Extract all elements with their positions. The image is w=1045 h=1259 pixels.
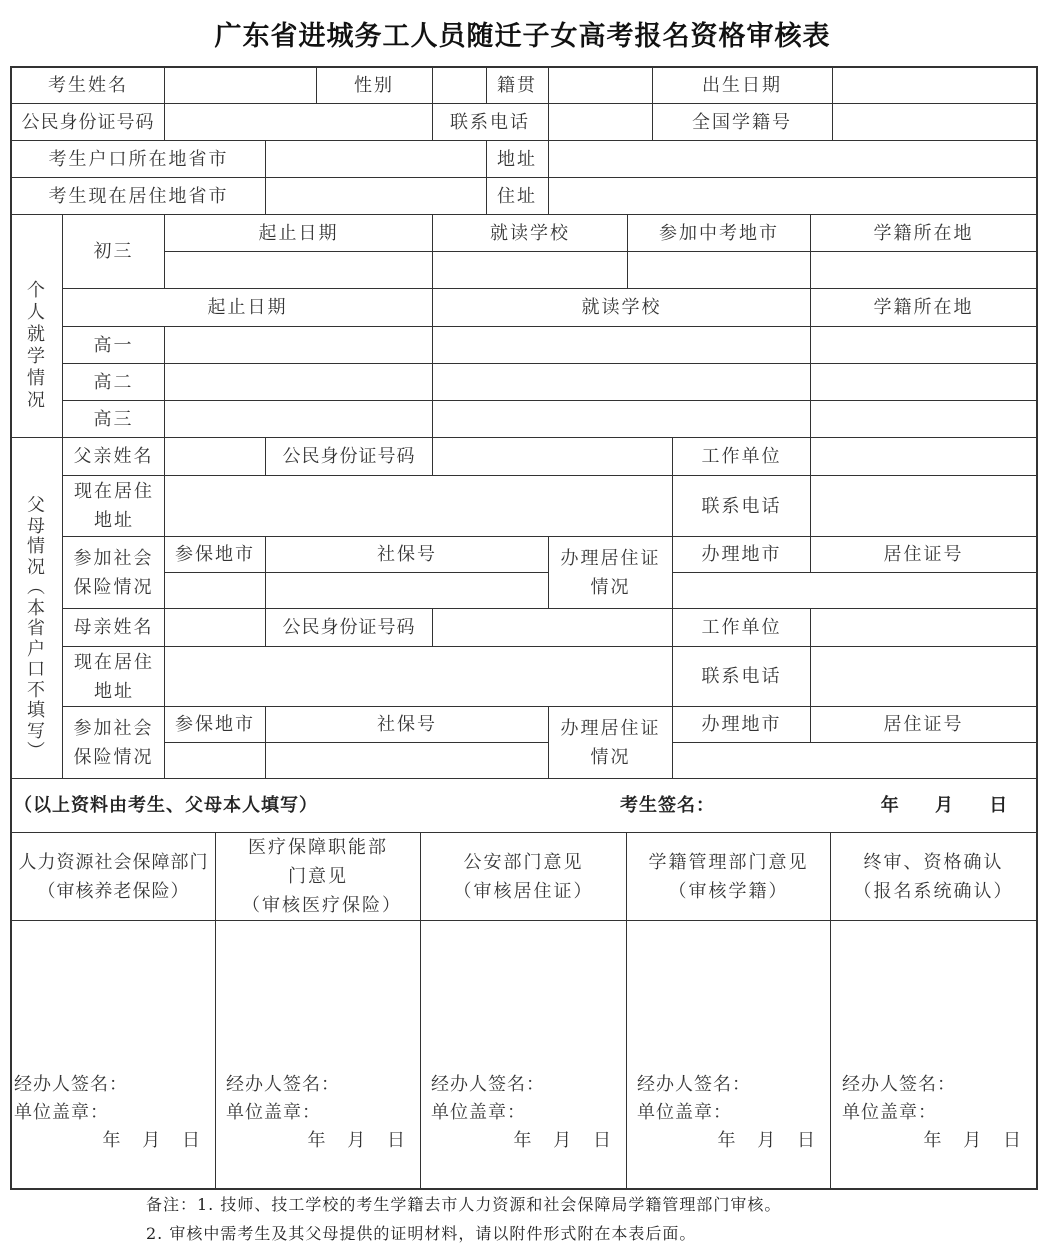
section-label-char: 父	[27, 495, 45, 516]
label-gender: 性别	[354, 74, 394, 96]
label-father-employer: 工作单位	[701, 446, 782, 467]
footnote-2: 2. 审核中需考生及其父母提供的证明材料，请以附件形式附在本表后面。	[146, 1224, 697, 1243]
label-grade-10: 高一	[93, 334, 134, 356]
label-father-ss-number: 社保号	[377, 544, 437, 565]
handler-signature-label: 经办人签名：	[14, 1074, 128, 1095]
label-name: 考生姓名	[48, 74, 128, 96]
signoff-date: 年 月 日	[102, 1130, 201, 1151]
label-residence-province: 考生现在居住地省市	[48, 185, 229, 207]
label-mother-employer: 工作单位	[701, 617, 782, 638]
label-id-number: 公民身份证号码	[21, 111, 155, 133]
rule	[62, 608, 1037, 609]
review-dept-police	[421, 833, 626, 920]
label-father-insurance: 参加社会保险情况	[73, 547, 154, 598]
section-label-char: 填	[27, 700, 45, 721]
rule	[164, 572, 548, 573]
review-signoff	[14, 1071, 213, 1155]
review-signoff	[637, 1071, 828, 1155]
label-mother-insure-city: 参保地市	[175, 714, 255, 735]
label-mother-permit: 办理居住证情况	[560, 717, 661, 768]
label-mother-address: 现在居住地址	[74, 651, 154, 702]
rule	[62, 363, 1037, 364]
label-registry: 学籍所在地	[873, 222, 974, 244]
label-residence-address: 住址	[497, 185, 537, 207]
unit-stamp-label: 单位盖章：	[842, 1102, 937, 1123]
section-label-char: 况	[27, 390, 45, 411]
rule	[62, 475, 1037, 476]
student-signature-label: 考生签名：	[620, 795, 715, 816]
unit-stamp-label: 单位盖章：	[431, 1102, 526, 1123]
label-native-place: 籍贯	[497, 74, 537, 96]
section-label-char: 户	[27, 638, 45, 660]
dept-name: 终审、资格确认	[863, 851, 1004, 873]
section-label-char: 情	[27, 536, 45, 557]
section-label-char: 学	[27, 346, 45, 367]
label-father-phone: 联系电话	[701, 495, 782, 517]
label-father-insure-city: 参保地市	[175, 544, 255, 565]
rule	[10, 920, 1037, 921]
rule	[62, 646, 1037, 647]
unit-stamp-label: 单位盖章：	[226, 1102, 321, 1123]
section-label-char: 况	[27, 556, 45, 578]
unit-stamp-label: 单位盖章：	[637, 1102, 732, 1123]
label-father-permit-number: 居住证号	[883, 544, 964, 565]
rule	[810, 437, 811, 536]
label-period: 起止日期	[258, 222, 339, 244]
section-label-char: 就	[27, 324, 45, 345]
table-border	[10, 66, 12, 1190]
label-school: 就读学校	[581, 297, 662, 318]
rule	[164, 326, 165, 437]
page-title: 广东省进城务工人员随迁子女高考报名资格审核表	[214, 21, 831, 52]
label-father-permit: 办理居住证情况	[560, 547, 661, 598]
section-label-parents	[22, 496, 50, 763]
review-signoff	[226, 1071, 418, 1155]
review-dept-registry	[627, 833, 830, 920]
label-father-id: 公民身份证号码	[282, 446, 416, 467]
signoff-date: 年 月 日	[307, 1130, 406, 1151]
fill-instruction: （以上资料由考生、父母本人填写）	[14, 795, 318, 816]
unit-stamp-label: 单位盖章：	[14, 1102, 109, 1123]
dept-name: 人力资源社会保障部门	[18, 851, 209, 873]
label-father-name: 父亲姓名	[73, 446, 154, 467]
dept-name: 公安部门意见	[463, 851, 584, 873]
rule	[164, 251, 1037, 252]
review-final-confirmation	[831, 833, 1036, 920]
handler-signature-label: 经办人签名：	[226, 1074, 340, 1095]
rule	[672, 572, 1037, 573]
section-label-char: 不	[27, 679, 45, 701]
section-label-char: 人	[27, 302, 45, 323]
label-birth-date: 出生日期	[702, 74, 782, 96]
label-address: 地址	[497, 148, 537, 170]
dept-name: 医疗保障职能部门意见	[248, 837, 388, 887]
label-student-number: 全国学籍号	[692, 111, 792, 133]
rule	[62, 326, 1037, 327]
handler-signature-label: 经办人签名：	[431, 1074, 545, 1095]
rule	[432, 437, 433, 475]
dept-scope: （审核养老保险）	[37, 880, 190, 902]
section-label-char: 写	[27, 720, 45, 742]
label-grade-12: 高三	[93, 408, 134, 430]
section-label-char: 本	[27, 597, 45, 619]
label-phone: 联系电话	[450, 111, 530, 133]
label-mother-insurance: 参加社会保险情况	[73, 717, 154, 768]
label-mother-name: 母亲姓名	[73, 617, 154, 638]
dept-scope: （审核学籍）	[668, 880, 789, 902]
rule	[164, 66, 165, 140]
signoff-date: 年 月 日	[717, 1130, 816, 1151]
review-signoff	[431, 1071, 624, 1155]
handler-signature-label: 经办人签名：	[842, 1074, 956, 1095]
signoff-date: 年 月 日	[923, 1130, 1022, 1151]
dept-name: 学籍管理部门意见	[648, 851, 809, 873]
label-father-address: 现在居住地址	[74, 481, 154, 531]
review-dept-medical	[216, 833, 420, 920]
rule	[164, 742, 548, 743]
label-registry: 学籍所在地	[873, 297, 974, 318]
dept-scope: （审核居住证）	[453, 880, 594, 902]
section-label-schooling	[22, 280, 50, 412]
dept-scope: （报名系统确认）	[853, 880, 1014, 902]
label-junior-3: 初三	[93, 241, 134, 262]
rule	[832, 66, 833, 140]
label-mother-ss-number: 社保号	[377, 714, 437, 735]
label-hukou-province: 考生户口所在地省市	[48, 148, 229, 170]
label-exam-city: 参加中考地市	[659, 222, 779, 244]
dept-scope: （审核医疗保险）	[242, 895, 402, 916]
rule	[265, 140, 266, 214]
label-mother-id: 公民身份证号码	[282, 617, 416, 638]
label-mother-phone: 联系电话	[701, 666, 782, 687]
rule	[432, 608, 433, 646]
table-border	[1036, 66, 1038, 1190]
label-school: 就读学校	[490, 222, 570, 244]
signoff-date: 年 月 日	[513, 1130, 612, 1151]
label-father-permit-city: 办理地市	[701, 544, 782, 565]
student-signature-date: 年 月 日	[880, 795, 1010, 816]
label-period: 起止日期	[207, 297, 288, 318]
section-label-char: 省	[27, 618, 45, 639]
rule	[672, 742, 1037, 743]
section-label-char: ︵	[27, 577, 45, 598]
section-label-char: 个	[27, 280, 45, 301]
label-mother-permit-number: 居住证号	[883, 714, 964, 735]
rule	[548, 66, 549, 214]
section-label-char: 母	[27, 515, 45, 537]
label-mother-permit-city: 办理地市	[701, 714, 782, 735]
rule	[62, 400, 1037, 401]
table-border	[10, 1188, 1037, 1190]
review-dept-social-security	[12, 833, 215, 920]
label-grade-11: 高二	[93, 371, 134, 393]
section-label-char: 情	[27, 368, 45, 389]
review-signoff	[842, 1071, 1034, 1155]
rule	[810, 608, 811, 706]
footnote-1: 备注：1. 技师、技工学校的考生学籍去市人力资源和社会保障局学籍管理部门审核。	[146, 1195, 782, 1214]
section-label-char: ︶	[27, 741, 45, 762]
section-label-char: 口	[27, 659, 45, 680]
handler-signature-label: 经办人签名：	[637, 1074, 751, 1095]
